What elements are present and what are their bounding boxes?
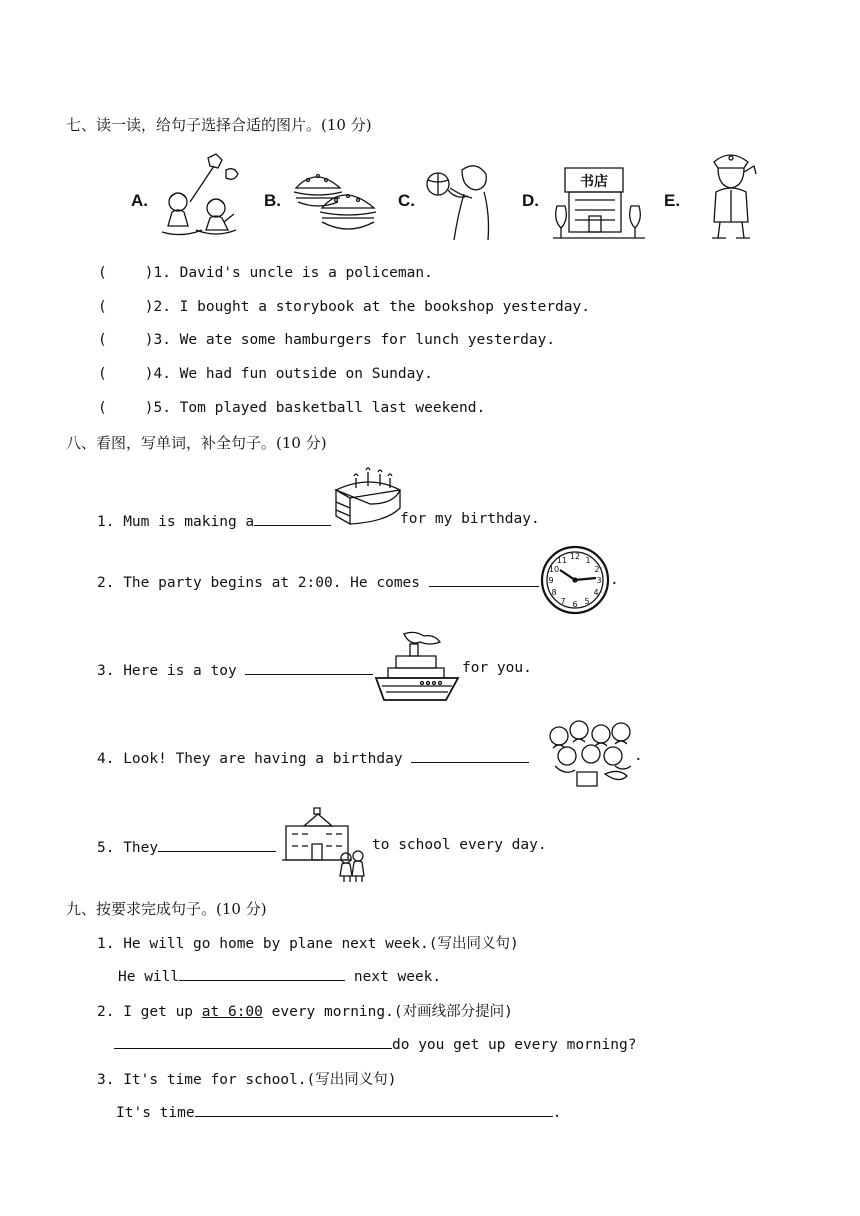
svg-text:6: 6: [572, 600, 578, 609]
school-icon: [282, 806, 370, 884]
kids-kite-icon: [150, 152, 250, 238]
option-e-label: E.: [664, 191, 681, 210]
fill-blank[interactable]: [158, 837, 276, 852]
list-item: ( )1. David's uncle is a policeman.: [98, 265, 433, 281]
list-item: 4. Look! They are having a birthday: [97, 748, 529, 767]
fill-blank[interactable]: [429, 572, 539, 587]
basketball-player-icon: [424, 158, 494, 242]
svg-text:12: 12: [569, 552, 581, 561]
list-item: 5. They: [97, 837, 276, 856]
list-item: 2. I get up at 6:00 every morning.(对画线部分提问): [97, 1004, 513, 1020]
fill-blank[interactable]: [114, 1034, 392, 1049]
list-item: ( )2. I bought a storybook at the bookshop yesterday.: [98, 299, 590, 315]
list-item: ( )5. Tom played basketball last weekend.: [98, 400, 486, 416]
svg-text:5: 5: [584, 597, 590, 606]
ship-icon: [374, 630, 460, 704]
svg-text:3: 3: [596, 576, 602, 585]
list-item: 3. Here is a toy: [97, 660, 373, 679]
option-a-label: A.: [131, 191, 148, 210]
fill-blank[interactable]: [179, 966, 345, 981]
list-item: 1. Mum is making a: [97, 511, 331, 530]
bookshop-sign: 书店: [580, 174, 608, 190]
list-item: ( )3. We ate some hamburgers for lunch yesterday.: [98, 332, 556, 348]
svg-text:8: 8: [551, 588, 557, 597]
fill-blank[interactable]: [254, 511, 331, 526]
section9-title: 九、按要求完成句子。(10 分): [66, 900, 267, 918]
answer-line: do you get up every morning?: [114, 1034, 636, 1053]
bookshop-icon: [553, 166, 645, 242]
fill-blank[interactable]: [195, 1102, 553, 1117]
answer-line: He will next week.: [118, 966, 441, 985]
sentence-tail: for my birthday.: [400, 511, 540, 527]
option-c-label: C.: [398, 191, 415, 210]
list-item: ( )4. We had fun outside on Sunday.: [98, 366, 433, 382]
clock-icon: [540, 544, 612, 616]
list-item: 2. The party begins at 2:00. He comes: [97, 572, 539, 591]
cake-icon: [332, 464, 404, 526]
fill-blank[interactable]: [245, 660, 373, 675]
hamburger-icon: [292, 166, 378, 234]
fill-blank[interactable]: [411, 748, 529, 763]
svg-text:10: 10: [548, 565, 560, 574]
svg-text:1: 1: [585, 556, 591, 565]
birthday-party-icon: [545, 718, 635, 792]
section7-title: 七、读一读，给句子选择合适的图片。(10 分): [66, 116, 372, 134]
svg-text:11: 11: [556, 556, 568, 565]
section8-title: 八、看图，写单词，补全句子。(10 分): [66, 434, 327, 452]
option-d-label: D.: [522, 191, 539, 210]
policeman-icon: [704, 150, 758, 242]
svg-text:4: 4: [593, 588, 599, 597]
sentence-tail: .: [634, 748, 643, 764]
underlined-phrase: at 6:00: [201, 1004, 263, 1020]
svg-text:9: 9: [548, 576, 554, 585]
sentence-tail: for you.: [462, 660, 532, 676]
list-item: 1. He will go home by plane next week.(写出同义句): [97, 936, 519, 952]
sentence-tail: .: [610, 572, 619, 588]
list-item: 3. It's time for school.(写出同义句): [97, 1072, 397, 1088]
sentence-tail: to school every day.: [372, 837, 547, 853]
answer-line: It's time .: [116, 1102, 561, 1121]
svg-text:2: 2: [594, 565, 600, 574]
option-b-label: B.: [264, 191, 281, 210]
svg-text:7: 7: [560, 597, 566, 606]
